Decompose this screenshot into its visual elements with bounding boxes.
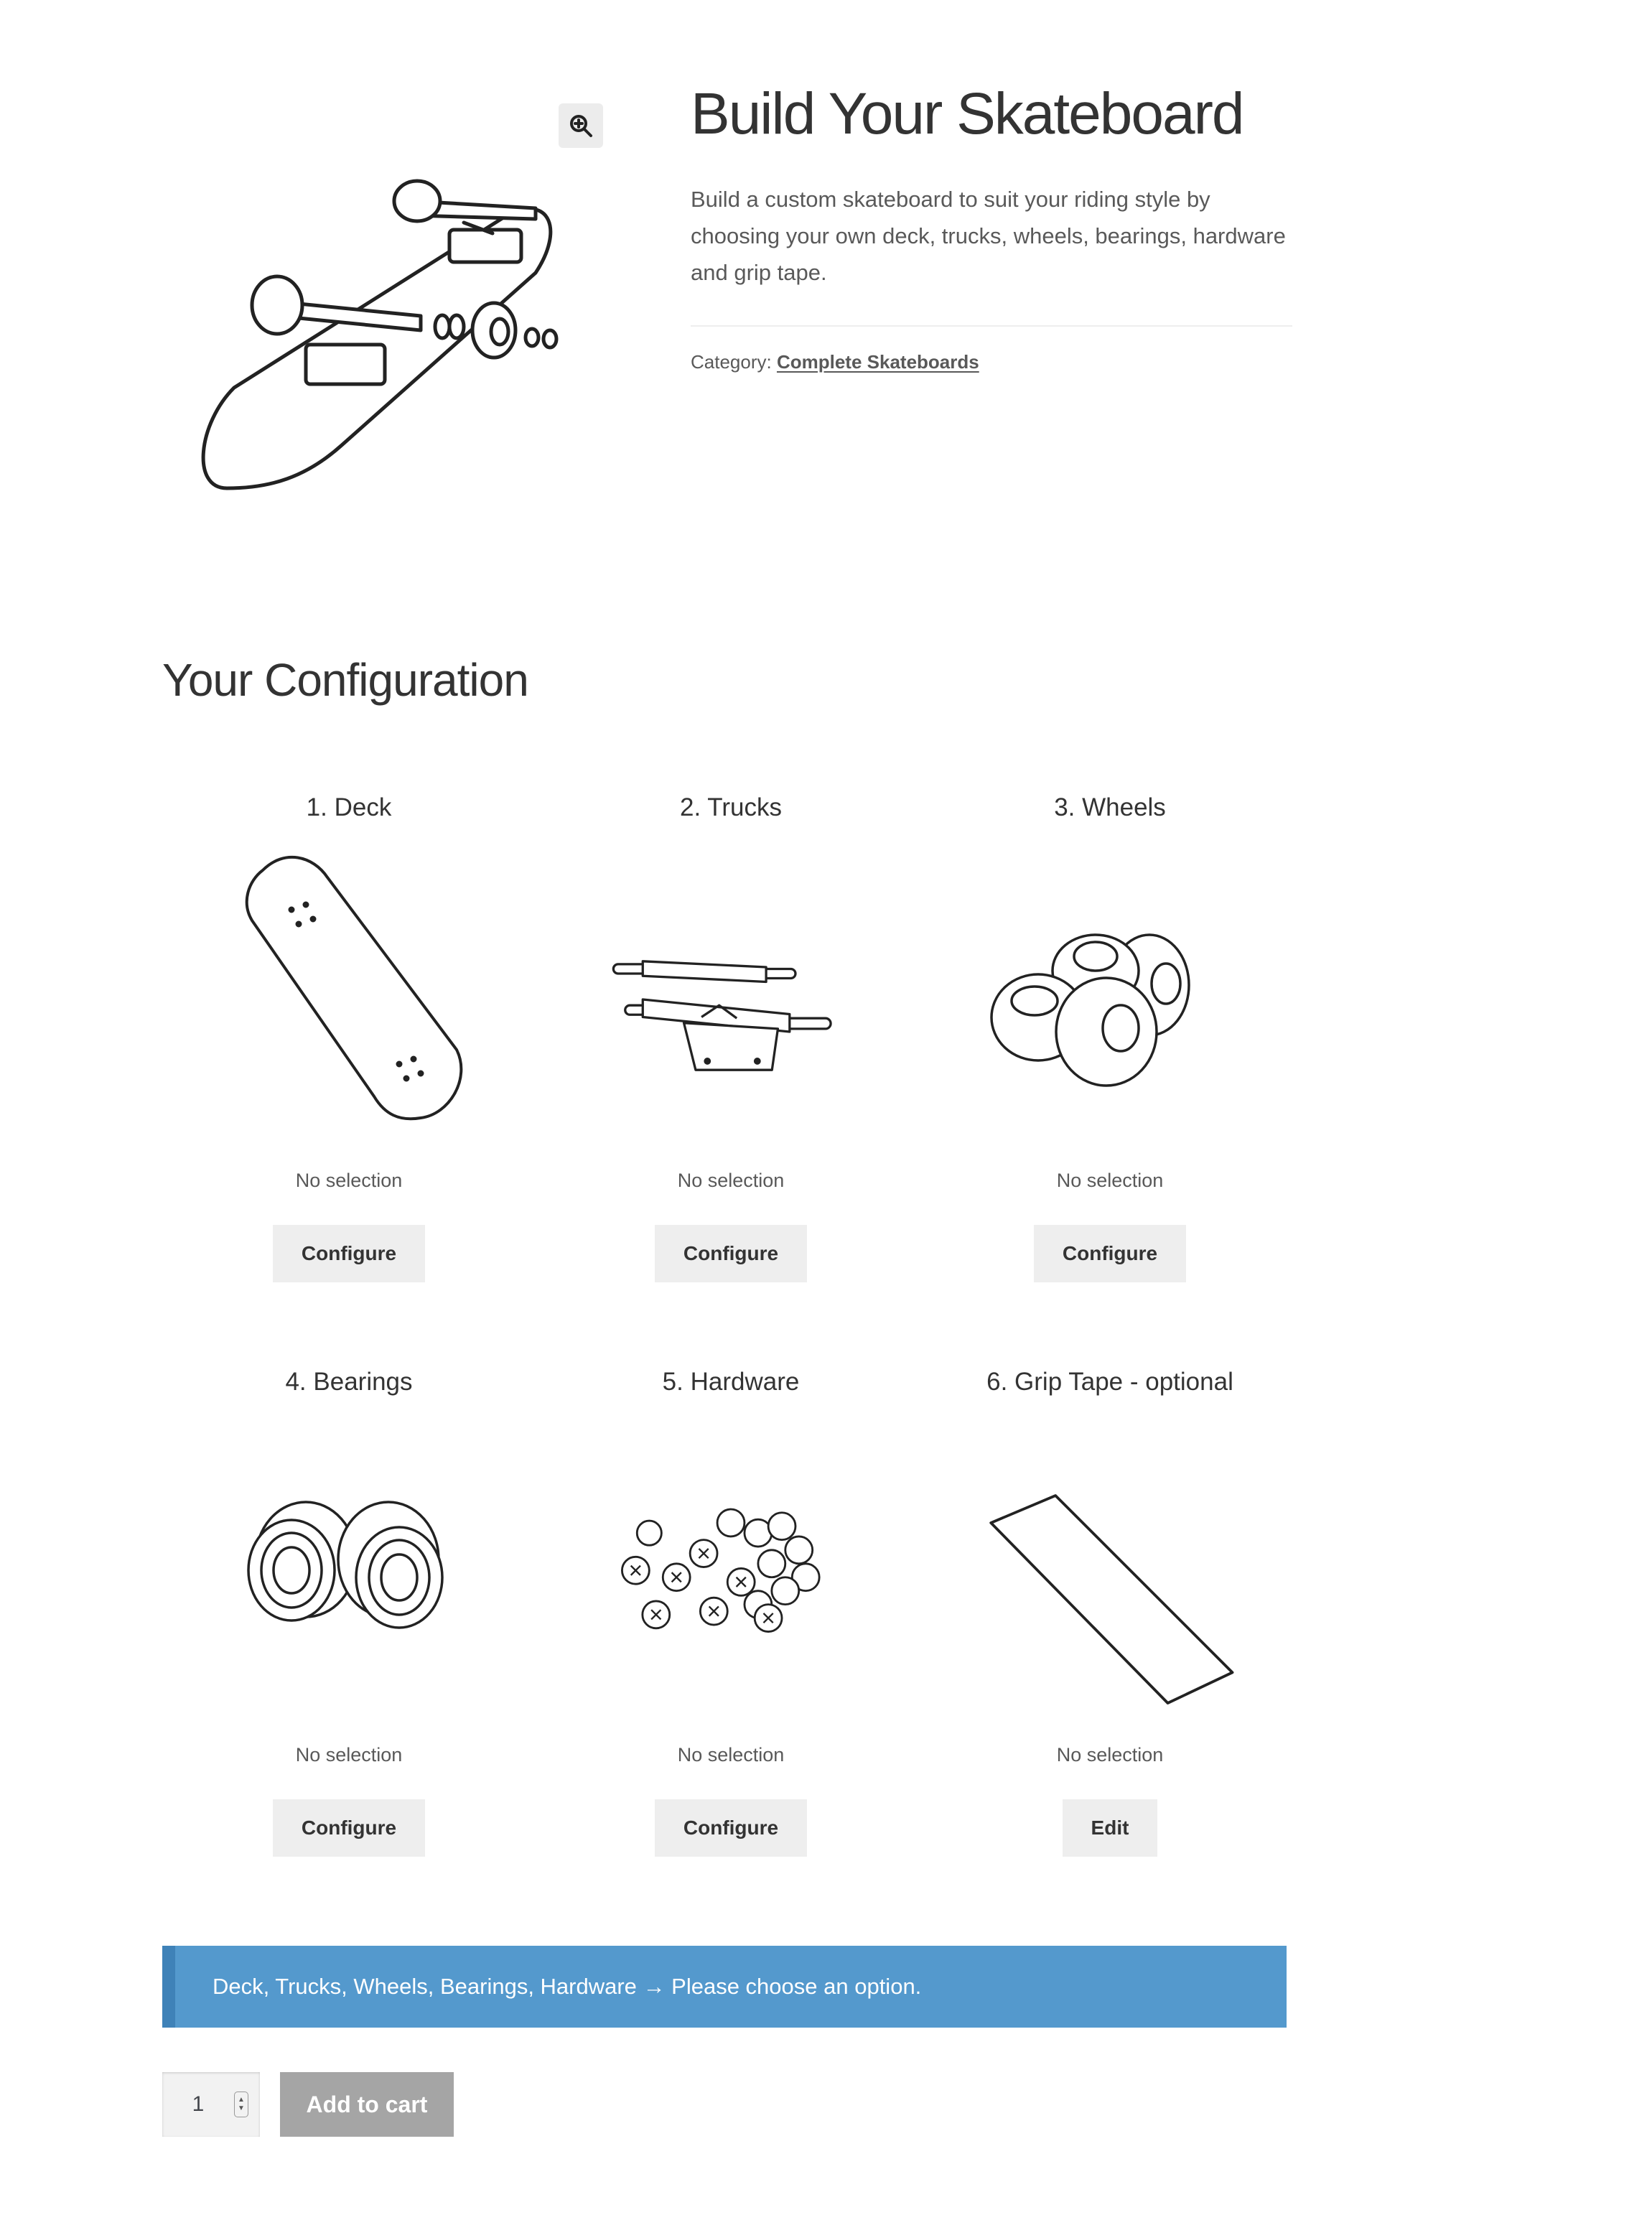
category-label: Category: bbox=[691, 351, 772, 373]
magnify-icon bbox=[569, 113, 593, 138]
component-deck bbox=[162, 790, 536, 1282]
component-status: No selection bbox=[1056, 1744, 1164, 1766]
quantity-value[interactable]: 1 bbox=[192, 2092, 205, 2116]
configuration-heading: Your Configuration bbox=[162, 654, 528, 706]
summary-divider bbox=[691, 325, 1292, 327]
skateboard-icon bbox=[162, 86, 622, 517]
quantity-input[interactable] bbox=[162, 2072, 260, 2137]
product-summary bbox=[691, 79, 1292, 373]
configure-hardware-button[interactable]: Configure bbox=[655, 1799, 807, 1857]
bearings-icon bbox=[220, 1416, 478, 1732]
add-to-cart-button[interactable]: Add to cart bbox=[280, 2072, 454, 2137]
component-status: No selection bbox=[295, 1744, 403, 1766]
configure-bearings-button[interactable]: Configure bbox=[273, 1799, 425, 1857]
component-image bbox=[602, 1416, 860, 1732]
edit-grip-tape-button[interactable]: Edit bbox=[1063, 1799, 1158, 1857]
category-link[interactable]: Complete Skateboards bbox=[776, 351, 979, 373]
info-notice: Deck, Trucks, Wheels, Bearings, Hardware → Please choose an option. bbox=[162, 1946, 1287, 2028]
component-hardware bbox=[544, 1364, 918, 1857]
component-status: No selection bbox=[295, 1170, 403, 1191]
component-bearings bbox=[162, 1364, 536, 1857]
component-title: 6. Grip Tape - optional bbox=[986, 1368, 1233, 1396]
component-wheels bbox=[923, 790, 1297, 1282]
component-status: No selection bbox=[677, 1170, 785, 1191]
chevron-down-icon[interactable]: ▼ bbox=[238, 2104, 245, 2112]
component-grip-tape bbox=[923, 1364, 1297, 1857]
product-gallery bbox=[162, 86, 622, 517]
wheels-icon bbox=[981, 841, 1239, 1157]
component-image bbox=[220, 841, 478, 1157]
product-title: Build Your Skateboard bbox=[691, 81, 1243, 146]
component-image bbox=[602, 841, 860, 1157]
component-status: No selection bbox=[1056, 1170, 1164, 1191]
component-title: 3. Wheels bbox=[1054, 793, 1166, 821]
component-title: 2. Trucks bbox=[680, 793, 782, 821]
product-category bbox=[691, 351, 1292, 373]
quantity-spinner[interactable] bbox=[234, 2092, 248, 2117]
component-image bbox=[220, 1416, 478, 1732]
component-image bbox=[981, 1416, 1239, 1732]
configure-deck-button[interactable]: Configure bbox=[273, 1225, 425, 1282]
configure-trucks-button[interactable]: Configure bbox=[655, 1225, 807, 1282]
deck-icon bbox=[220, 841, 478, 1157]
component-image bbox=[981, 841, 1239, 1157]
zoom-button[interactable] bbox=[559, 103, 603, 148]
component-trucks bbox=[544, 790, 918, 1282]
component-status: No selection bbox=[677, 1744, 785, 1766]
component-title: 1. Deck bbox=[306, 793, 392, 821]
component-title: 5. Hardware bbox=[662, 1368, 800, 1396]
grip-tape-icon bbox=[981, 1416, 1239, 1732]
product-description: Build a custom skateboard to suit your riding style by choosing your own deck, trucks, wheels, bearings, hardware and grip tape. bbox=[691, 187, 1286, 286]
component-title: 4. Bearings bbox=[285, 1368, 413, 1396]
trucks-icon bbox=[602, 841, 860, 1157]
configure-wheels-button[interactable]: Configure bbox=[1034, 1225, 1186, 1282]
hardware-icon bbox=[602, 1416, 860, 1732]
chevron-up-icon[interactable]: ▲ bbox=[238, 2096, 245, 2104]
